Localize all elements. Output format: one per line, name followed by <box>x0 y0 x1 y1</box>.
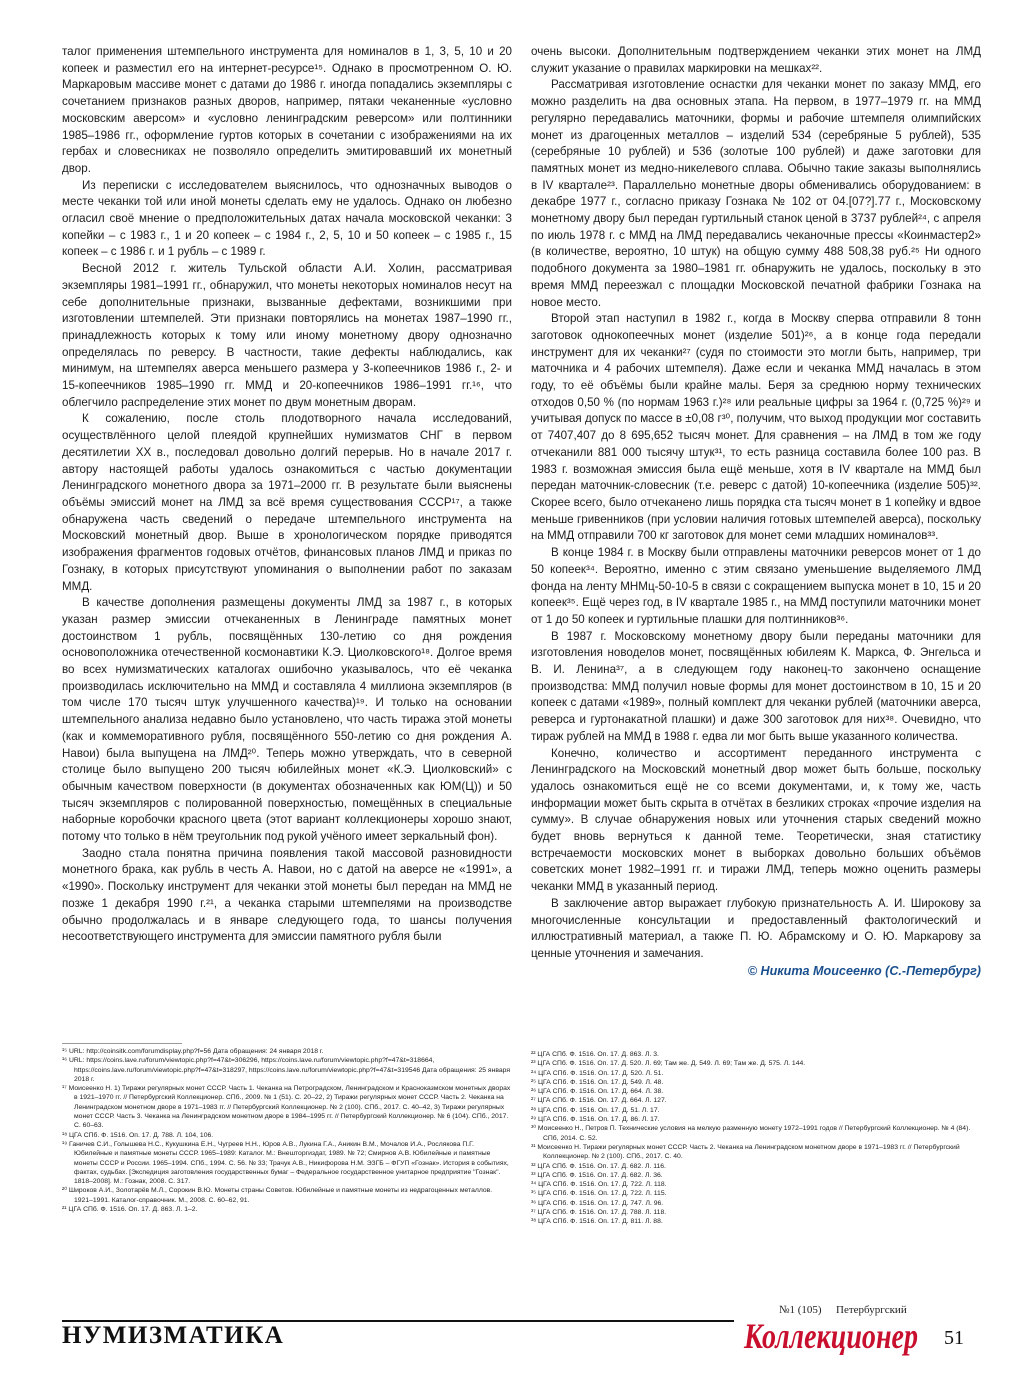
left-text-column <box>62 44 512 946</box>
paragraph: талог применения штемпельного инструмента для номиналов в 1, 3, 5, 10 и 20 копеек и разместил его на интернет-ресурсе¹⁵. Однако в просмотренном О. Ю. Маркаровым массиве монет с датами до 1986 г. иногда попадались экземпляры с сочетанием признаков разных дворов, например, пятаки чеканенные «условно московским аверсом» и «условно ленинградским реверсом» или полтинники 1985–1986 гг., оформление гуртов которых в сочетании с изображениями на их гербах и словесниках не позволяло определить эмитировавший их монетный двор. <box>62 45 512 175</box>
footnote: ³¹ Моисеенко Н. Тиражи регулярных монет СССР. Часть 2. Чеканка на Ленинградском монетном дворе в 1971–1983 гг. // Петербургский Коллекционер. № 2 (100). СПб., 2017. С. 40. <box>531 1143 960 1161</box>
footnote: ²⁰ Широков А.И., Золотарёв М.Л., Сорокин В.Ю. Монеты страны Советов. Юбилейные и памятные монеты из недрагоценных металлов. 1921–1991. Каталог-справочник. М., 2008. С. 60–62, 91. <box>62 1187 493 1204</box>
footnotes-right <box>531 1050 981 1227</box>
issue-number: №1 (105) <box>779 1304 822 1316</box>
footnote: ²⁸ ЦГА СПб. Ф. 1516. Оп. 17. Д. 51. Л. 17. <box>531 1106 660 1114</box>
footnote: ³⁴ ЦГА СПб. Ф. 1516. Оп. 17. Д. 722. Л. 118. <box>531 1181 667 1189</box>
footnote: ¹⁵ URL: http://coinsitk.com/forumdisplay.php?f=56 Дата обращения: 24 января 2018 г. <box>62 1048 324 1055</box>
paragraph: Весной 2012 г. житель Тульской области А.И. Холин, рассматривая экземпляры 1981–1991 гг., обнаружил, что монеты некоторых номиналов несут на себе дополнительные признаки, вызванные дефектами, возникшими при изготовлении штемпелей. Эти признаки повторялись на монетах 1987–1990 гг., принадлежность которых к тому или иному монетному двору однозначно определялась по реверсу. В частности, такие дефекты наблюдались, как минимум, на штемпелях аверса меньшего размера у 3-копеечников 1986 г., 2- и 15-копеечников 1985–1990 гг. ММД и 20-копеечников 1986–1991 гг.¹⁶, что облегчило распределение этих монет по двум монетным дворам. <box>62 262 512 409</box>
paragraph: К сожалению, после столь плодотворного начала исследований, осуществлённого целой плеядой крупнейших нумизматов СНГ в первом десятилетии XX в., последовал довольно долгий перерыв. Но в начале 2017 г. автору настоящей работы удалось ознакомиться с частью документации Ленинградского монетного двора за 1971–2000 гг. В результате были выяснены объёмы эмиссий монет на ЛМД за всё время существования СССР¹⁷, а также обнаружена часть сведений о передаче штемпельного инструмента на Московский монетный двор. Выше в хронологическом порядке приводятся изображения фрагментов годовых отчётов, финансовых планов ЛМД и приказ по Гознаку, в которых присутствуют упоминания о выполнении работ по заказам ММД. <box>62 412 512 593</box>
footnote: ³⁷ ЦГА СПб. Ф. 1516. Оп. 17. Д. 788. Л. 118. <box>531 1209 667 1217</box>
footnote: ¹⁷ Моисеенко Н. 1) Тиражи регулярных монет СССР. Часть 1. Чеканка на Петроградском, Ленинградском и Красноказмском монетных дворах в 1921–1970 гг. // Петербургский Коллекционер. СПб., 2009. № 1 (51). С. 20–22, 2) Тиражи регулярных монет СССР. Часть 2. Чеканка на Ленинградском монетном дворе в 1971–1983 гг. // Петербургский Коллекционер. № 2 (100). СПб., 2017. С. 40–42, 3) Тиражи регулярных монет СССР. Часть 3. Чеканка на Ленинградском монетном дворе в 1984–1995 гг. // Петербургский Коллекционер. № 6 (104). СПб., 2017. С. 60–63. <box>62 1085 511 1130</box>
footnote: ¹⁸ ЦГА СПб. Ф. 1516. Оп. 17. Д. 788. Л. 104, 106. <box>62 1131 214 1139</box>
footnote: ³³ ЦГА СПб. Ф. 1516. Оп. 17. Д. 682. Л. 36. <box>531 1171 663 1179</box>
paragraph: очень высоки. Дополнительным подтверждением чеканки этих монет на ЛМД служит указание о правилах маркировки на мешках²². <box>531 45 981 75</box>
footnote-divider <box>62 1043 182 1044</box>
paragraph: Заодно стала понятна причина появления такой массовой разновидности монетного брака, как рубль в честь А. Навои, но с датой на аверсе не «1991», а «1990». Поскольку инструмент для чеканки этой монеты был передан на ММД не позже 1 декабря 1990 г.²¹, а чеканка старыми штемпелями на производстве обычно продолжалась и в январе следующего года, то шансы получения несоответствующего инструмента для эмиссии памятного рубля были <box>62 846 512 944</box>
paragraph: В качестве дополнения размещены документы ЛМД за 1987 г., в которых указан размер эмиссии отчеканенных в Ленинграде памятных монет достоинством 1 рубль, посвящённых 130-летию со дня рождения основоположника отечественной космонавтики К.Э. Циолковского¹⁸. Долгое время во всех нумизматических каталогах ошибочно указывалось, что её чеканка производилась исключительно на ММД и составляла 4 миллиона экземпляров (в том числе 170 тысяч штук улучшенного качества)¹⁹. И только на основании штемпельного анализа недавно было установлено, что часть тиража этой монеты (как и коммеморативного рубля, посвящённого 550-летию со дня рождения А. Навои) была выпущена на ЛМД²⁰. Теперь можно утверждать, что в северной столице было выпущено 200 тысяч юбилейных монет «К.Э. Циолковский» с обычным качеством поверхности (в документах обозначенных как ЮМ(Ц)) и 50 тысяч экземпляров с полированной поверхностью, помещённых в специальные наборные коробочки красного цвета (этот вариант коллекционеры хорошо знают, потому что только в нём треугольник под рукой учёного имеет зеркальный фон). <box>62 596 512 844</box>
footnote: ³² ЦГА СПб. Ф. 1516. Оп. 17. Д. 682. Л. 116. <box>531 1162 666 1170</box>
paragraph: В 1987 г. Московскому монетному двору были переданы маточники для изготовления новоделов монет, посвящённых юбилеям К. Маркса, Ф. Энгельса и В. И. Ленина³⁷, а в следующем году наконец-то закончено оснащение производства: ММД получил новые формы для монет достоинством в 10, 15 и 20 копеек с датами «1989», полный комплект для чеканки рублей (маточники аверса, реверса и гуртонакатной плашки) и даже 300 заготовок для них³⁸. Очевидно, что тираж рублей на ММД в 1988 г. едва ли мог быть выше указанного количества. <box>531 629 981 743</box>
paragraph: В конце 1984 г. в Москву были отправлены маточники реверсов монет от 1 до 50 копеек³⁴. Вероятно, именно с этим связано уменьшение выделяемого ЛМД фонда на ленту МНМц-50-10-5 в связи с сокращением выпуска монет в 10, 15 и 20 копеек³⁵. Ещё через год, в IV квартале 1985 г., на ММД поступили маточники монет от 1 до 50 копеек и гуртильные плашки для полтинников³⁶. <box>531 546 981 626</box>
paragraph: Из переписки с исследователем выяснилось, что однозначных выводов о месте чеканки той или иной монеты сделать ему не удалось. Однако он любезно огласил своё мнение о предположительных датах начала московской чеканки: 3 копейки – с 1983 г., 1 и 20 копеек – с 1984 г., 2, 5, 10 и 50 копеек – с 1985 г., 15 копеек – с 1986 г. и 1 рубль – с 1989 г. <box>62 178 512 259</box>
footnote: ³⁰ Моисеенко Н., Петров П. Технические условия на мелкую разменную монету 1972–1991 годов // Петербургский Коллекционер. № 4 (84). СПб, 2014. С. 52. <box>531 1125 971 1142</box>
footnote: ³⁶ ЦГА СПб. Ф. 1516. Оп. 17. Д. 747. Л. 96. <box>531 1199 664 1207</box>
footnote: ³⁵ ЦГА СПб. Ф. 1516. Оп. 17. Д. 722. Л. 115. <box>531 1190 667 1198</box>
paragraph: Рассматривая изготовление оснастки для чеканки монет по заказу ММД, его можно разделить на два основных этапа. На первом, в 1977–1979 гг. на ММД регулярно передавались маточники, формы и рабочие штемпеля олимпийских монет из драгоценных металлов – изделий 534 (серебряные 5 рублей), 535 (серебряные 10 рублей) и 536 (золотые 100 рублей) и даже заготовки для памятных монет из медно-никелевого сплава. Обычно такие заказы выполнялись в IV квартале²³. Параллельно монетные дворы обменивались оборудованием: в декабре 1977 г., согласно приказу Гознака № 102 от 04.[07?].77 г., Московскому монетному двору был передан гуртильный станок ценой в 3737 рублей²⁴, с апреля по июль 1978 г. с ММД на ЛМД передавались чеканочные прессы «Коинмастер2» (в количестве, вероятно, 10 штук) на общую сумму 488 508,38 руб.²⁵ Ни одного подобного документа за 1980–1981 гг. обнаружить не удалось, поскольку в это время ММД переезжал с площадки Московской печатной фабрики Гознака на новое место. <box>531 78 981 309</box>
paragraph: Конечно, количество и ассортимент переданного инструмента с Ленинградского на Московский монетный двор может быть больше, поскольку удалось ознакомиться ещё не со всеми документами, и, к тому же, часть информации может быть скрыта в отчётах в безликих строках «прочие изделия на сумму». В случае обнаружения новых или уточнения старых сведений можно будет вновь вернуться к данной теме. Теоретически, зная статистику встречаемости московских монет в выборках довольно больших объёмов советских монет 1982–1991 гг. и тиражи ЛМД, теперь можно оценить размеры чеканки ММД в указанный период. <box>531 746 981 894</box>
footnote: ²² ЦГА СПб. Ф. 1516. Оп. 17. Д. 863. Л. 3. <box>531 1051 659 1058</box>
footnotes-left <box>62 1047 512 1214</box>
right-text-column <box>531 44 981 979</box>
paragraph: В заключение автор выражает глубокую признательность А. И. Широкову за многочисленные консультации и предоставленный фактологический и иллюстративный материал, а также П. Ю. Абрамскому и О. Ю. Маркарову за ценные уточнения и замечания. <box>531 896 981 960</box>
footnote: ²⁶ ЦГА СПб. Ф. 1516. Оп. 17. Д. 664. Л. 38. <box>531 1088 664 1096</box>
magazine-logo-text: Коллекционер <box>743 1316 918 1356</box>
footnote: ²⁵ ЦГА СПб. Ф. 1516. Оп. 17. Д. 549. Л. 48. <box>531 1078 664 1086</box>
paragraph: Второй этап наступил в 1982 г., когда в Москву сперва отправили 8 тонн заготовок однокопеечных монет (изделие 501)²⁶, а в конце года передали инструмент для их чеканки²⁷ (судя по стоимости это могли быть, например, три маточника и 4 рабочих штемпеля). Даже если и чеканка ММД началась в этом году, то её объёмы были крайне малы. Беря за среднюю норму технических отходов 0,50 % (по нормам 1963 г.)²⁸ или реальные цифры за 1964 г. (0,725 %)²⁹ и учитывая допуск по массе в ±0,08 г³⁰, получим, что выход продукции мог составить от 7407,407 до 8 695,652 тысяч монет. Для сравнения – на ЛМД в том же году отчеканили 881 000 тысячу штук³¹, то есть разница составила более 100 раз. В 1983 г. возможная эмиссия была ещё меньше, хотя в IV квартале на ММД был передан маточник-словесник (т.е. реверс с датой) 10-копеечника (изделие 505)³². Скорее всего, было отчеканено лишь порядка ста тысяч монет в 1 копейку и вдвое меньше гривенников (при условии наличия готовых штемпелей аверса), поскольку на ММД отправили 700 кг заготовок для монет семи младших номиналов³³. <box>531 312 981 543</box>
magazine-logo <box>742 1306 922 1356</box>
footnote: ²⁹ ЦГА СПб. Ф. 1516. Оп. 17. Д. 86. Л. 17. <box>531 1116 660 1124</box>
magazine-name-top: Петербургский <box>836 1304 907 1316</box>
footnote: ²⁴ ЦГА СПб. Ф. 1516. Оп. 17. Д. 520. Л. 51. <box>531 1069 664 1077</box>
author-signature: © Никита Моисеенко (С.-Петербург) <box>747 963 981 978</box>
page-number: 51 <box>944 1327 964 1349</box>
footnote: ¹⁹ Ганичев С.И., Голышева Н.С., Кукушкина Е.Н., Чугреев Н.Н., Юров А.В., Лукина Г.А., Аникин В.М., Мочалов И.А., Рослякова П.Г. Юбилейные и памятные монеты СССР. 1965–1989: Каталог. М.: Внешторгиздат, 1989. № 72; Смирнов А.В. Юбилейные и памятные монеты СССР и России. 1965–1994. СПб., 1994. С. 56. № 33; Трачук А.В., Никифорова Н.М. ЭЗГБ – ФГУП «Гознак». История в событиях, фактах, судьбах. [Экспедиция заготовления государственных бумаг – Федеральное государственное унитарное предприятие "Гознак". 1818–2008]. М.: Гознак, 2008. С. 317. <box>62 1140 509 1186</box>
footnote: ²¹ ЦГА СПб. Ф. 1516. Оп. 17. Д. 863. Л. 1–2. <box>62 1206 198 1214</box>
footnote: ²³ ЦГА СПб. Ф. 1516. Оп. 17. Д. 520. Л. 69; Там же. Д. 549. Л. 69; Там же. Д. 575. Л. 144. <box>531 1060 806 1068</box>
footnote: ²⁷ ЦГА СПб. Ф. 1516. Оп. 17. Д. 664. Л. 127. <box>531 1097 667 1105</box>
footnote: ³⁸ ЦГА СПб. Ф. 1516. Оп. 17. Д. 811. Л. 88. <box>531 1218 663 1226</box>
footnote: ¹⁶ URL: https://coins.lave.ru/forum/viewtopic.php?f=47&t=306296, https://coins.lave.ru/forum/viewtopic.php?f=47&t=318664, https://coins.lave.ru/forum/viewtopic.php?f=47&t=318297, https://coins.lave.ru/forum/viewtopic.php?f=47&t=319546 Дата обращения: 25 января 2018 г. <box>62 1057 511 1083</box>
section-title: НУМИЗМАТИКА <box>62 1322 285 1349</box>
